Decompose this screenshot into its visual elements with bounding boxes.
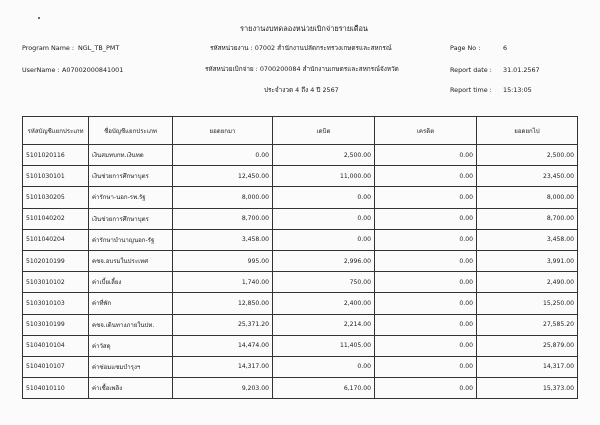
agency-code: รหัสหน่วยงาน : 07002 สำนักงานปลัดกระทรวงเกษตรและสหกรณ์ — [210, 44, 392, 52]
carried-forward-cell: 15,250.00 — [477, 293, 578, 314]
account-code-cell: 5101020116 — [23, 145, 89, 166]
account-code-cell: 5102010199 — [23, 250, 89, 271]
table-row — [23, 250, 578, 271]
col-header-brought-forward: ยอดยกมา — [173, 117, 273, 145]
disbursement-unit: รหัสหน่วยเบิกจ่าย : 0700200084 สำนักงานเกษตรและสหกรณ์จังหวัด — [205, 65, 399, 73]
credit-cell: 0.00 — [375, 272, 477, 293]
brought-forward-cell: 8,700.00 — [173, 208, 273, 229]
account-name-cell: ค่าเบี้ยเลี้ยง — [89, 272, 173, 293]
carried-forward-cell: 23,450.00 — [477, 166, 578, 187]
scan-speck — [38, 17, 40, 19]
account-code-cell: 5104010110 — [23, 378, 89, 399]
program-name-value: NGL_TB_PMT — [78, 44, 120, 52]
debit-cell: 750.00 — [273, 272, 375, 293]
table-row — [23, 335, 578, 356]
credit-cell: 0.00 — [375, 314, 477, 335]
brought-forward-cell: 14,474.00 — [173, 335, 273, 356]
account-name-cell: เงินช่วยการศึกษาบุตร — [89, 166, 173, 187]
account-code-cell: 5101030101 — [23, 166, 89, 187]
account-code-cell: 5101040202 — [23, 208, 89, 229]
carried-forward-cell: 2,490.00 — [477, 272, 578, 293]
carried-forward-cell: 8,700.00 — [477, 208, 578, 229]
report-date-label: Report date : — [450, 66, 492, 74]
account-code-cell: 5101040204 — [23, 229, 89, 250]
debit-cell: 2,996.00 — [273, 250, 375, 271]
brought-forward-cell: 1,740.00 — [173, 272, 273, 293]
table-row — [23, 208, 578, 229]
account-name-cell: ค่าซ่อมแซมบำรุงฯ — [89, 356, 173, 377]
col-header-carried-forward: ยอดยกไป — [477, 117, 578, 145]
brought-forward-cell: 14,317.00 — [173, 356, 273, 377]
table-row — [23, 272, 578, 293]
debit-cell: 2,500.00 — [273, 145, 375, 166]
table-row — [23, 293, 578, 314]
credit-cell: 0.00 — [375, 378, 477, 399]
report-period: ประจำงวด 4 ถึง 4 ปี 2567 — [264, 86, 339, 94]
account-code-cell: 5104010107 — [23, 356, 89, 377]
debit-cell: 2,214.00 — [273, 314, 375, 335]
table-header-row — [23, 117, 578, 145]
account-code-cell: 5103010103 — [23, 293, 89, 314]
table-row — [23, 378, 578, 399]
debit-cell: 6,170.00 — [273, 378, 375, 399]
col-header-credit: เครดิต — [375, 117, 477, 145]
carried-forward-cell: 3,991.00 — [477, 250, 578, 271]
trial-balance-table — [22, 116, 578, 399]
program-name-label: Program Name : — [22, 44, 75, 52]
col-header-account-name: ชื่อบัญชีแยกประเภท — [89, 117, 173, 145]
report-date-value: 31.01.2567 — [503, 66, 540, 74]
page-no-value: 6 — [503, 44, 508, 52]
account-name-cell: ค่าวัสดุ — [89, 335, 173, 356]
report-title: รายงานงบทดลองหน่วยเบิกจ่ายรายเดือน — [240, 24, 368, 33]
account-code-cell: 5104010104 — [23, 335, 89, 356]
col-header-debit: เดบิต — [273, 117, 375, 145]
credit-cell: 0.00 — [375, 145, 477, 166]
credit-cell: 0.00 — [375, 250, 477, 271]
brought-forward-cell: 12,850.00 — [173, 293, 273, 314]
account-code-cell: 5103010102 — [23, 272, 89, 293]
credit-cell: 0.00 — [375, 229, 477, 250]
debit-cell: 0.00 — [273, 187, 375, 208]
carried-forward-cell: 3,458.00 — [477, 229, 578, 250]
brought-forward-cell: 12,450.00 — [173, 166, 273, 187]
debit-cell: 11,000.00 — [273, 166, 375, 187]
credit-cell: 0.00 — [375, 166, 477, 187]
page-no-label: Page No : — [450, 44, 481, 52]
report-time-label: Report time : — [450, 86, 492, 94]
brought-forward-cell: 9,203.00 — [173, 378, 273, 399]
credit-cell: 0.00 — [375, 187, 477, 208]
brought-forward-cell: 995.00 — [173, 250, 273, 271]
account-code-cell: 5103010199 — [23, 314, 89, 335]
carried-forward-cell: 25,879.00 — [477, 335, 578, 356]
account-name-cell: คชจ.เดินทางภายในปท. — [89, 314, 173, 335]
brought-forward-cell: 0.00 — [173, 145, 273, 166]
credit-cell: 0.00 — [375, 293, 477, 314]
table-row — [23, 356, 578, 377]
table-row — [23, 229, 578, 250]
table-row — [23, 145, 578, 166]
brought-forward-cell: 8,000.00 — [173, 187, 273, 208]
account-name-cell: ค่ารักษา-นอก-รพ.รัฐ — [89, 187, 173, 208]
account-name-cell: ค่าเชื้อเพลิง — [89, 378, 173, 399]
col-header-account-code: รหัสบัญชีแยกประเภท — [23, 117, 89, 145]
report-time-value: 15:13:05 — [503, 86, 532, 94]
username-value: A07002000841001 — [62, 66, 124, 74]
account-name-cell: ค่าที่พัก — [89, 293, 173, 314]
credit-cell: 0.00 — [375, 208, 477, 229]
debit-cell: 2,400.00 — [273, 293, 375, 314]
carried-forward-cell: 27,585.20 — [477, 314, 578, 335]
account-name-cell: เงินสมทบกท.เงินทด — [89, 145, 173, 166]
carried-forward-cell: 14,317.00 — [477, 356, 578, 377]
account-name-cell: เงินช่วยการศึกษาบุตร — [89, 208, 173, 229]
username-label: UserName : — [22, 66, 60, 74]
brought-forward-cell: 25,371.20 — [173, 314, 273, 335]
brought-forward-cell: 3,458.00 — [173, 229, 273, 250]
account-name-cell: ค่ารักษาบำนาญนอก-รัฐ — [89, 229, 173, 250]
carried-forward-cell: 8,000.00 — [477, 187, 578, 208]
account-name-cell: คชจ.อบรมในประเทศ — [89, 250, 173, 271]
account-code-cell: 5101030205 — [23, 187, 89, 208]
table-row — [23, 166, 578, 187]
debit-cell: 11,405.00 — [273, 335, 375, 356]
debit-cell: 0.00 — [273, 208, 375, 229]
credit-cell: 0.00 — [375, 335, 477, 356]
table-row — [23, 187, 578, 208]
credit-cell: 0.00 — [375, 356, 477, 377]
table-row — [23, 314, 578, 335]
carried-forward-cell: 2,500.00 — [477, 145, 578, 166]
debit-cell: 0.00 — [273, 356, 375, 377]
carried-forward-cell: 15,373.00 — [477, 378, 578, 399]
debit-cell: 0.00 — [273, 229, 375, 250]
